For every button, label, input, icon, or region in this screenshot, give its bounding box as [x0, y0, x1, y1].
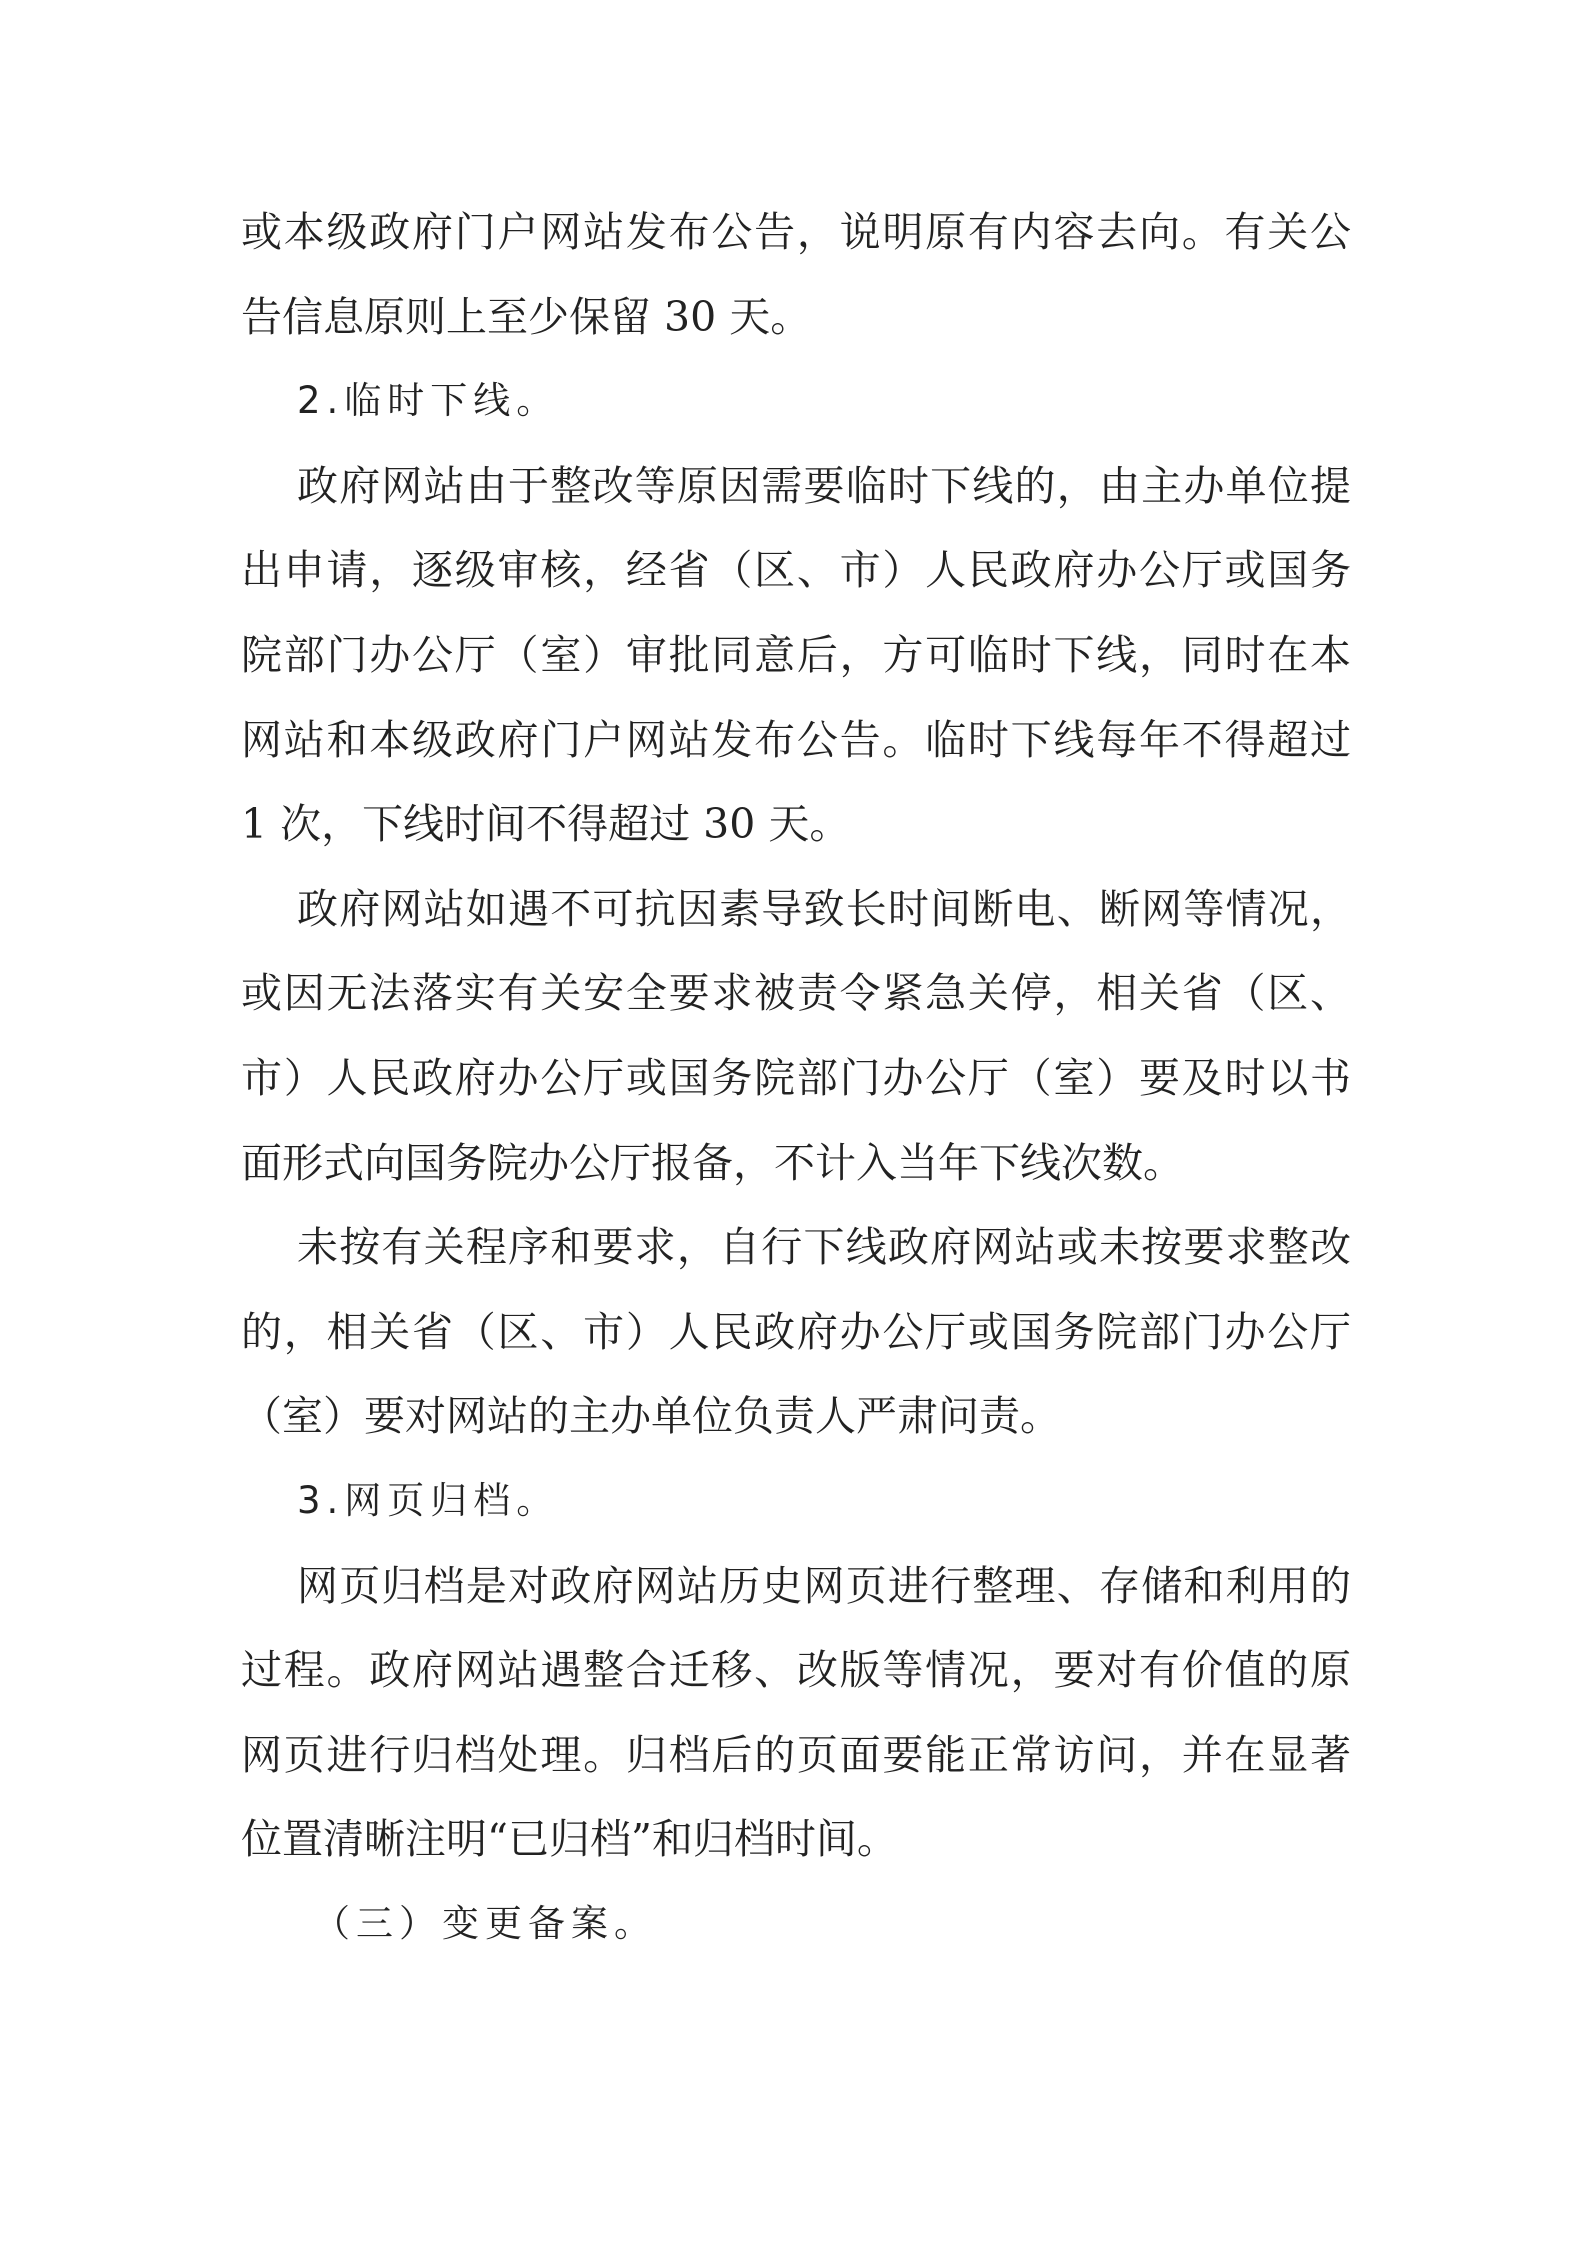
- paragraph-start-line: 未按有关程序和要求，自行下线政府网站或未按要求整改: [297, 1223, 1351, 1272]
- body-line: 面形式向国务院办公厅报备，不计入当年下线次数。: [241, 1138, 1184, 1187]
- paragraph-start-line: 政府网站由于整改等原因需要临时下线的，由主办单位提: [297, 461, 1351, 510]
- body-line: 或因无法落实有关安全要求被责令紧急关停，相关省（区、: [241, 969, 1351, 1018]
- document-body: [241, 202, 1351, 1978]
- body-line: 出申请，逐级审核，经省（区、市）人民政府办公厅或国务: [241, 546, 1351, 595]
- body-line: 过程。政府网站遇整合迁移、改版等情况，要对有价值的原: [241, 1646, 1351, 1695]
- body-line: 的，相关省（区、市）人民政府办公厅或国务院部门办公厅: [241, 1307, 1351, 1356]
- section-heading-change-filing: （三）变更备案。: [313, 1901, 657, 1945]
- paragraph-start-line: 网页归档是对政府网站历史网页进行整理、存储和利用的: [297, 1561, 1351, 1610]
- body-line: 告信息原则上至少保留 30 天。: [241, 292, 812, 341]
- body-line: 网页进行归档处理。归档后的页面要能正常访问，并在显著: [241, 1730, 1351, 1779]
- body-line: 院部门办公厅（室）审批同意后，方可临时下线，同时在本: [241, 630, 1351, 679]
- section-heading-web-archiving: 3.网页归档。: [297, 1478, 560, 1522]
- body-line: （室）要对网站的主办单位负责人严肃问责。: [241, 1392, 1061, 1441]
- body-line: 或本级政府门户网站发布公告，说明原有内容去向。有关公: [241, 208, 1351, 256]
- body-line: 位置清晰注明“已归档”和归档时间。: [241, 1815, 898, 1864]
- body-line: 市）人民政府办公厅或国务院部门办公厅（室）要及时以书: [241, 1053, 1351, 1102]
- paragraph-start-line: 政府网站如遇不可抗因素导致长时间断电、断网等情况，: [297, 884, 1351, 933]
- section-heading-temporary-offline: 2.临时下线。: [297, 379, 560, 423]
- body-line: 1 次，下线时间不得超过 30 天。: [241, 800, 851, 849]
- body-line: 网站和本级政府门户网站发布公告。临时下线每年不得超过: [241, 715, 1351, 764]
